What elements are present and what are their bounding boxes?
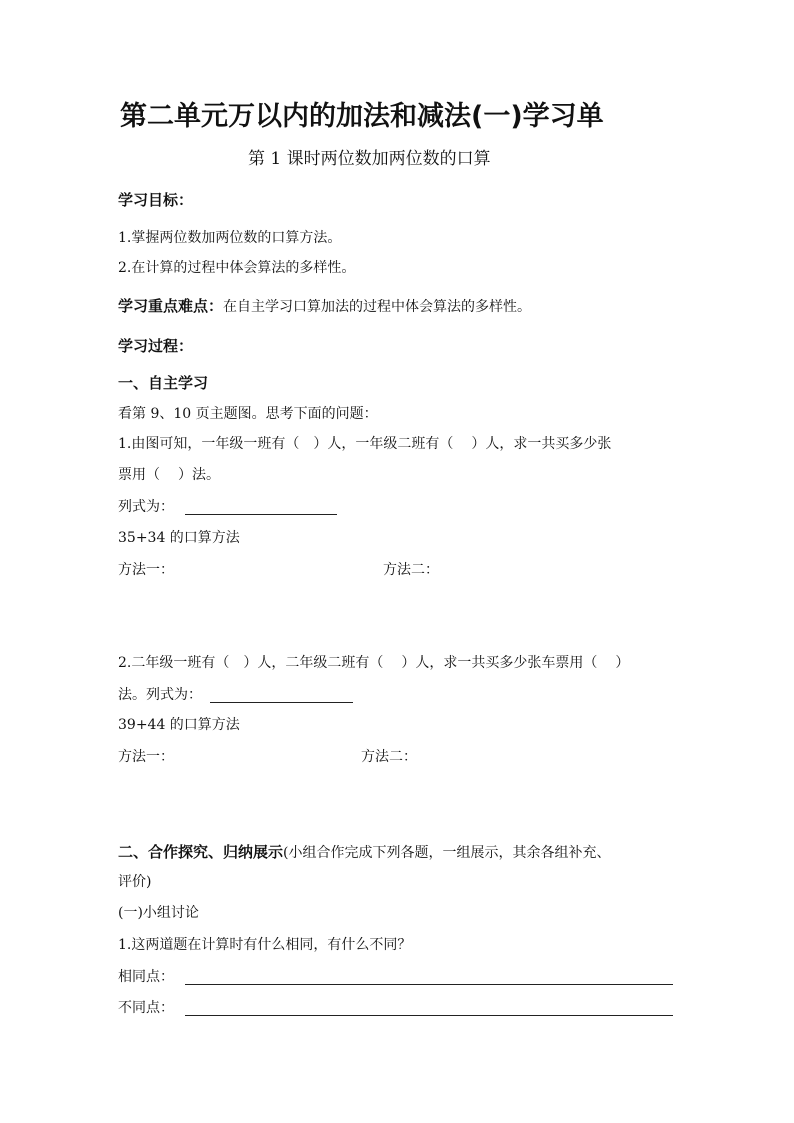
question-2-line-2: 法。列式为： xyxy=(118,687,202,703)
section2-note: (小组合作完成下列各题，一组展示，其余各组补充、 xyxy=(283,845,611,861)
method-1-label-b: 方法一： xyxy=(118,749,174,765)
discussion-question-1: 1.这两道题在计算时有什么相同，有什么不同？ xyxy=(118,937,412,953)
formula-answer-line-2[interactable] xyxy=(210,702,353,703)
question-2-line-1: 2.二年级一班有（ ）人，二年级二班有（ ）人，求一共买多少张车票用（ ） xyxy=(118,655,630,671)
formula-answer-line-1[interactable] xyxy=(185,514,337,515)
page-subtitle: 第 1 课时两位数加两位数的口算 xyxy=(248,149,491,169)
key-points-label: 学习重点难点： xyxy=(118,297,224,315)
goals-heading: 学习目标： xyxy=(118,191,194,209)
formula-label-1: 列式为： xyxy=(118,499,174,515)
calc-1: 35+34 的口算方法 xyxy=(118,530,240,546)
diff-answer-line[interactable] xyxy=(185,1015,673,1016)
section2-note-cont: 评价) xyxy=(118,874,152,890)
same-answer-line[interactable] xyxy=(185,984,673,985)
goal-item-1: 1.掌握两位数加两位数的口算方法。 xyxy=(118,230,342,246)
method-1-label-a: 方法一： xyxy=(118,562,174,578)
method-2-label-a: 方法二： xyxy=(383,562,439,578)
process-heading: 学习过程： xyxy=(118,337,194,355)
key-points xyxy=(118,296,531,317)
question-1-line-1: 1.由图可知，一年级一班有（ ）人，一年级二班有（ ）人，求一共买多少张 xyxy=(118,436,612,452)
page-title: 第二单元万以内的加法和减法(一)学习单 xyxy=(120,101,604,132)
section2-heading-line xyxy=(118,842,610,863)
goal-item-2: 2.在计算的过程中体会算法的多样性。 xyxy=(118,260,356,276)
question-1-line-2: 票用（ ）法。 xyxy=(118,467,220,483)
group-discussion: (一)小组讨论 xyxy=(118,905,199,921)
section1-intro: 看第 9、10 页主题图。思考下面的问题： xyxy=(118,406,378,422)
same-label: 相同点： xyxy=(118,969,174,985)
calc-2: 39+44 的口算方法 xyxy=(118,717,240,733)
diff-label: 不同点： xyxy=(118,1000,174,1016)
key-points-text: 在自主学习口算加法的过程中体会算法的多样性。 xyxy=(223,299,532,315)
section2-heading: 二、合作探究、归纳展示 xyxy=(118,843,284,861)
method-2-label-b: 方法二： xyxy=(361,749,417,765)
section1-heading: 一、自主学习 xyxy=(118,374,209,392)
